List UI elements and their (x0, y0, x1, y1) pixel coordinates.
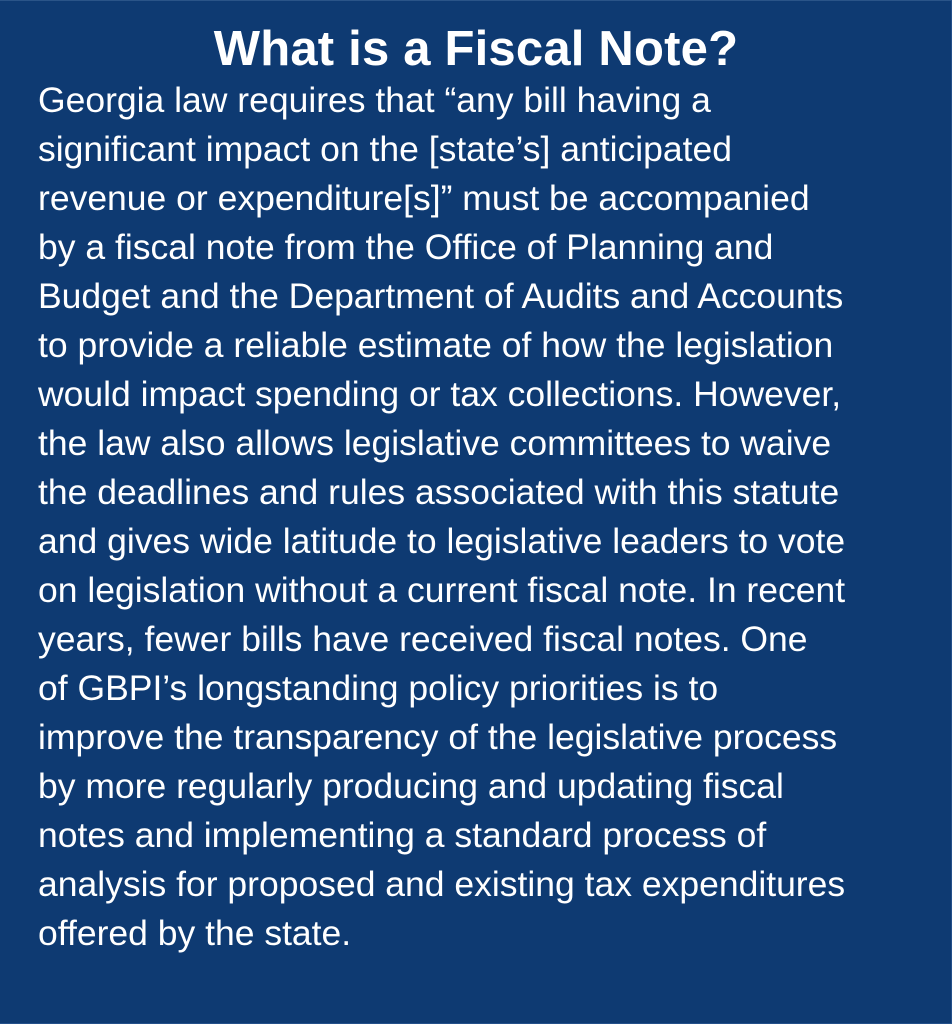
body-line: notes and implementing a standard process of (38, 815, 767, 855)
callout-title: What is a Fiscal Note? (213, 22, 739, 76)
body-line: the deadlines and rules associated with this statute (38, 472, 840, 512)
body-line: significant impact on the [state’s] anticipated (38, 129, 732, 169)
body-line: offered by the state. (38, 913, 352, 953)
body-line: years, fewer bills have received fiscal notes. One (38, 619, 808, 659)
callout-body-text (38, 76, 938, 958)
body-line: the law also allows legislative committees to waive (38, 423, 832, 463)
body-line: of GBPI’s longstanding policy priorities is to (38, 668, 719, 708)
body-line: Georgia law requires that “any bill having a (38, 80, 711, 120)
body-line: to provide a reliable estimate of how the legislation (38, 325, 834, 365)
body-line: by more regularly producing and updating fiscal (38, 766, 784, 806)
body-line: improve the transparency of the legislative process (38, 717, 838, 757)
body-line: on legislation without a current fiscal note. In recent (38, 570, 846, 610)
body-line: analysis for proposed and existing tax expenditures (38, 864, 846, 904)
body-line: by a fiscal note from the Office of Planning and (38, 227, 774, 267)
body-line: Budget and the Department of Audits and Accounts (38, 276, 844, 316)
body-line: and gives wide latitude to legislative leaders to vote (38, 521, 846, 561)
body-line: revenue or expenditure[s]” must be accompanied (38, 178, 810, 218)
body-line: would impact spending or tax collections. However, (38, 374, 842, 414)
